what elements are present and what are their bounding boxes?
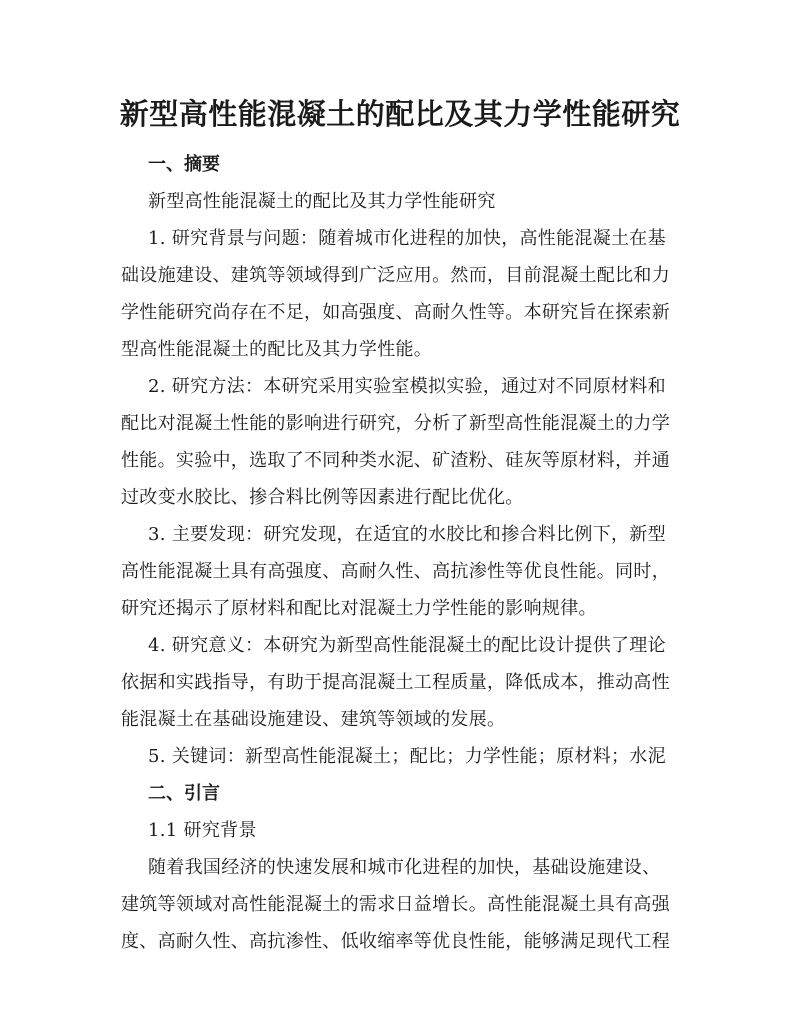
- paragraph-line: 型高性能混凝土的配比及其力学性能。: [121, 339, 433, 360]
- paragraph-line: 础设施建设、建筑等领域得到广泛应用。然而，目前混凝土配比和力: [121, 265, 670, 286]
- paragraph-line: 学性能研究尚存在不足，如高强度、高耐久性等。本研究旨在探索新: [121, 302, 670, 323]
- paragraph-line: 1. 研究背景与问题：随着城市化进程的加快，高性能混凝土在基: [148, 228, 666, 249]
- paragraph-line: 4. 研究意义：本研究为新型高性能混凝土的配比设计提供了理论: [148, 635, 666, 656]
- document-title: 新型高性能混凝土的配比及其力学性能研究: [119, 97, 681, 131]
- paragraph-line: 度、高耐久性、高抗渗性、低收缩率等优良性能，能够满足现代工程: [121, 931, 670, 952]
- subsection-heading: 1.1 研究背景: [148, 820, 257, 841]
- paragraph-line: 配比对混凝土性能的影响进行研究，分析了新型高性能混凝土的力学: [121, 413, 670, 434]
- paragraph-line: 随着我国经济的快速发展和城市化进程的加快，基础设施建设、: [148, 857, 661, 878]
- paragraph-line: 性能。实验中，选取了不同种类水泥、矿渣粉、硅灰等原材料，并通: [121, 450, 670, 471]
- paragraph-line: 2. 研究方法：本研究采用实验室模拟实验，通过对不同原材料和: [148, 376, 666, 397]
- paragraph-line: 新型高性能混凝土的配比及其力学性能研究: [148, 191, 496, 212]
- section-heading-abstract: 一、摘要: [148, 154, 220, 175]
- paragraph-line: 高性能混凝土具有高强度、高耐久性、高抗渗性等优良性能。同时，: [121, 561, 670, 582]
- paragraph-line: 依据和实践指导，有助于提高混凝土工程质量，降低成本，推动高性: [121, 672, 670, 693]
- paragraph-line: 过改变水胶比、掺合料比例等因素进行配比优化。: [121, 487, 524, 508]
- paragraph-line: 建筑等领域对高性能混凝土的需求日益增长。高性能混凝土具有高强: [121, 894, 670, 915]
- paragraph-line: 5. 关键词：新型高性能混凝土；配比；力学性能；原材料；水泥: [148, 746, 666, 767]
- paragraph-line: 3. 主要发现：研究发现，在适宜的水胶比和掺合料比例下，新型: [148, 524, 666, 545]
- paragraph-line: 能混凝土在基础设施建设、建筑等领域的发展。: [121, 709, 506, 730]
- paragraph-line: 研究还揭示了原材料和配比对混凝土力学性能的影响规律。: [121, 598, 597, 619]
- section-heading-intro: 二、引言: [148, 783, 220, 804]
